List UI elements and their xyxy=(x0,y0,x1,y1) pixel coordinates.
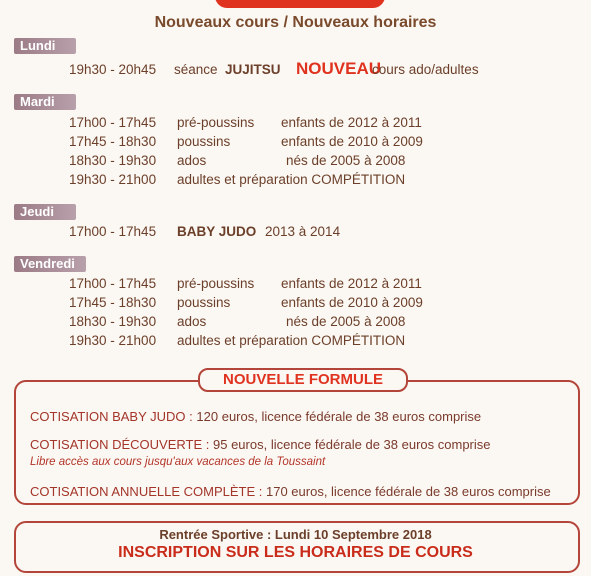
lundi-seance: séance xyxy=(174,62,218,77)
cotisation-decouverte xyxy=(30,437,491,452)
mardi-cours: adultes et préparation COMPÉTITION xyxy=(177,172,406,187)
cotisation-decouverte-label: COTISATION DÉCOUVERTE : xyxy=(30,437,210,452)
lundi-time: 19h30 - 20h45 xyxy=(69,62,157,77)
vendredi-cours: pré-poussins xyxy=(177,276,255,291)
jeudi-baby: BABY JUDO xyxy=(177,224,257,239)
cotisation-baby xyxy=(30,409,481,424)
vendredi-detail: nés de 2005 à 2008 xyxy=(286,314,406,329)
vendredi-time: 18h30 - 19h30 xyxy=(69,314,157,329)
cotisation-baby-text: 120 euros, licence fédérale de 38 euros comprise xyxy=(196,409,482,424)
rentree-date: Rentrée Sportive : Lundi 10 Septembre 2018 xyxy=(159,527,432,542)
mardi-detail: enfants de 2010 à 2009 xyxy=(281,134,423,149)
formule-title: NOUVELLE FORMULE xyxy=(198,368,408,392)
cotisation-baby-label: COTISATION BABY JUDO : xyxy=(30,409,193,424)
day-tab-mardi: Mardi xyxy=(14,94,76,110)
vendredi-time: 17h45 - 18h30 xyxy=(69,295,157,310)
cotisation-decouverte-note: Libre accès aux cours jusqu'aux vacances de la Toussaint xyxy=(30,456,326,468)
inscription-notice: INSCRIPTION SUR LES HORAIRES DE COURS xyxy=(118,544,473,561)
vendredi-time: 17h00 - 17h45 xyxy=(69,276,157,291)
vendredi-cours: ados xyxy=(177,314,207,329)
mardi-detail: enfants de 2012 à 2011 xyxy=(281,115,422,130)
mardi-time: 19h30 - 21h00 xyxy=(69,172,157,187)
mardi-time: 17h45 - 18h30 xyxy=(69,134,157,149)
mardi-detail: nés de 2005 à 2008 xyxy=(286,153,406,168)
day-tab-jeudi: Jeudi xyxy=(14,204,76,220)
page-heading: Nouveaux cours / Nouveaux horaires xyxy=(154,14,437,31)
jeudi-time: 17h00 - 17h45 xyxy=(69,224,157,239)
vendredi-cours: poussins xyxy=(177,295,231,310)
lundi-jujitsu: JUJITSU xyxy=(225,62,281,77)
jeudi-years: 2013 à 2014 xyxy=(265,224,341,239)
mardi-time: 17h00 - 17h45 xyxy=(69,115,157,130)
mardi-cours: ados xyxy=(177,153,207,168)
cotisation-annuelle xyxy=(30,484,551,499)
mardi-cours: poussins xyxy=(177,134,231,149)
day-tab-lundi: Lundi xyxy=(14,38,76,54)
cotisation-decouverte-text: 95 euros, licence fédérale de 38 euros comprise xyxy=(213,437,491,452)
mardi-time: 18h30 - 19h30 xyxy=(69,153,157,168)
lundi-nouveau: NOUVEAU xyxy=(296,59,382,78)
lundi-public: cours ado/adultes xyxy=(372,62,479,77)
cotisation-annuelle-label: COTISATION ANNUELLE COMPLÈTE : xyxy=(30,484,263,499)
vendredi-detail: enfants de 2012 à 2011 xyxy=(281,276,422,291)
vendredi-time: 19h30 - 21h00 xyxy=(69,333,157,348)
top-banner xyxy=(215,0,385,8)
vendredi-cours: adultes et préparation COMPÉTITION xyxy=(177,333,406,348)
mardi-cours: pré-poussins xyxy=(177,115,255,130)
day-tab-vendredi: Vendredi xyxy=(14,256,86,272)
vendredi-detail: enfants de 2010 à 2009 xyxy=(281,295,423,310)
cotisation-annuelle-text: 170 euros, licence fédérale de 38 euros comprise xyxy=(266,484,551,499)
